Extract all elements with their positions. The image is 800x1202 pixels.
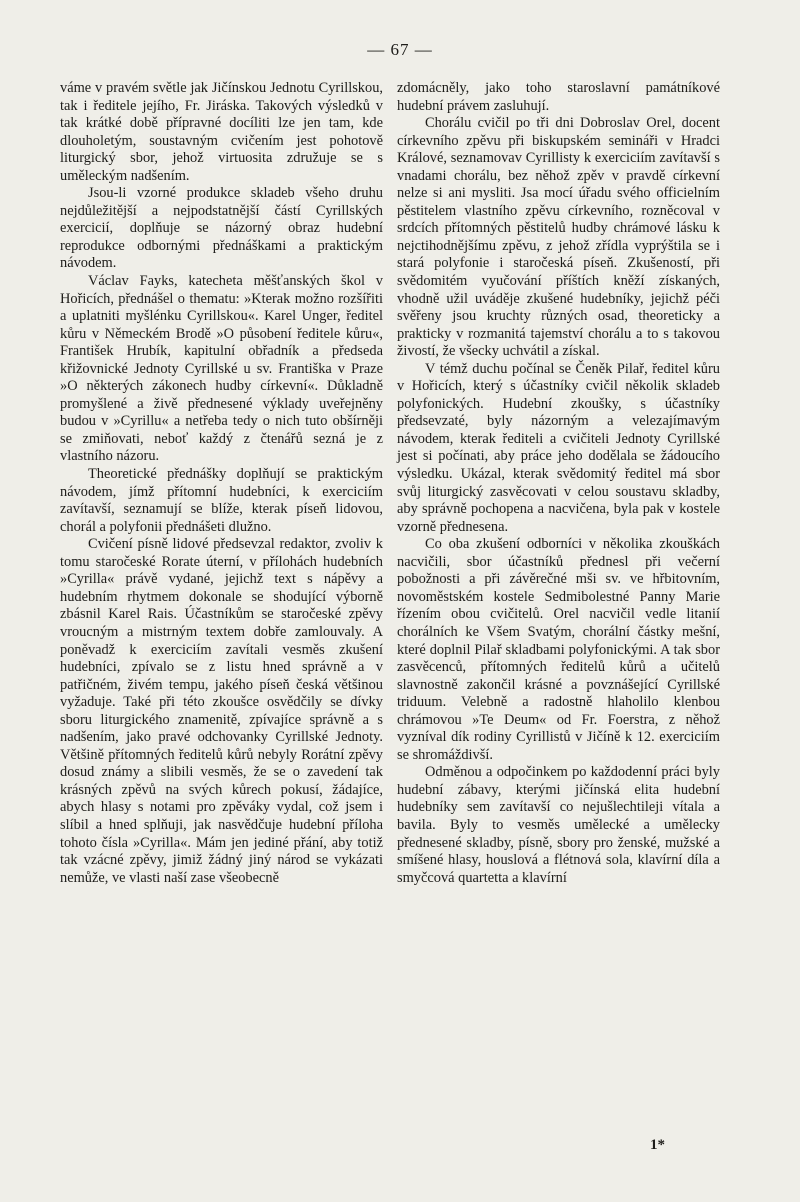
paragraph: Theoretické přednášky doplňují se praktickým návodem, jímž přítomní hudebníci, k exerciciím zavítavší, seznamují se blíže, kterak píseň lidovou, chorál a polyfonii přednášeti dlužno. (60, 466, 383, 535)
left-column (60, 80, 383, 887)
paragraph: váme v pravém světle jak Jičínskou Jednotu Cyrillskou, tak i ředitele jejího, Fr. Jiráska. Takových výsledků v tak krátké době přípravné docíliti lze jen tam, kde dlouholetým, soustavným cvičením jest pohotově liturgický sbor, jehož virtuosita združuje se s uměleckým nadšením. (60, 80, 383, 184)
paragraph: Václav Fayks, katecheta měšťanských škol v Hořicích, přednášel o thematu: »Kterak možno rozšířiti a uplatniti myšlénku Cyrillskou«. Karel Unger, ředitel kůru v Německém Brodě »O působení ředitele kůru«, František Hrubík, kapitulní obřadník a předseda křižovnické Jednoty Cyrillské u sv. Františka v Praze »O některých zákonech hudby církevní«. Důkladně promyšlené a živě přednesené výklady uveřejněny budou v »Cyrillu« a netřeba tedy o nich tuto obšírněji se zmiňovati, neboť každý z čtenářů sezná je z vlastního názoru. (60, 273, 383, 465)
paragraph: Cvičení písně lidové předsevzal redaktor, zvoliv k tomu staročeské Rorate úterní, v přílohách hudebních »Cyrilla« právě vydané, jejichž text s nápěvy a hudebním rhytmem dokonale se shodující výborně zbásnil Karel Rais. Účastníkům se staročeské zpěvy vroucným a mistrným textem dobře zamlouvaly. A poněvadž k exerciciím zavítali vesměs zkušení hudebníci, zpívalo se z listu hned správně a v patřičném, živém tempu, jakého píseň česká většinou vyžaduje. Také při této zkoušce osvědčily se dívky sboru liturgického znamenitě, zpívajíce správně a s nadšením, jako pravé odchovanky Cyrillské Jednoty. Většině přítomných ředitelů kůrů nebyly Rorátní zpěvy dosud známy a slibili vesměs, že se o zavedení tak krásných zpěvů na svých kůrech pokusí, žádajíce, abych hlasy s notami pro zpěváky vydal, což jsem i slíbil a hned splňuji, jak nasvědčuje hudební příloha tohoto čísla »Cyrilla«. Mám jen jediné přání, aby totiž tak vzácné zpěvy, jimiž žádný jiný národ se vykázati nemůže, ve vlasti naší zase všeobecně (60, 536, 383, 886)
page-number: — 67 — (367, 40, 433, 59)
paragraph: Chorálu cvičil po tři dni Dobroslav Orel, docent církevního zpěvu při biskupském semináři v Hradci Králové, seznamovav Cyrillisty k exerciciím zavítavší s vnadami chorálu, bez něhož zpěv v pravdě církevní nelze si ani mysliti. Jsa mocí úřadu svého officielním pěstitelem vlastního zpěvu církevního, rozněcoval v srdcích přítomných pěstitelů hudby chrámové lásku k nejctihodnějšímu zpěvu, z jehož zřídla vyprýštila se i stará polyfonie i staročeská píseň. Zkušeností, při svědomitém vyučování příštích kněží získaných, vhodně užil uváděje zkušené hudebníky, jejichž péči svěřeny jsou kruchty různých osad, theoreticky a prakticky v rozmanitá tajemství chorálu a to s takovou živostí, že všecky uchvátil a získal. (397, 115, 720, 360)
paragraph: Co oba zkušení odborníci v několika zkouškách nacvičili, sbor účastníků přednesl při večerní pobožnosti a při závěrečné mši sv. ve hřbitovním, novoměstském kostele Sedmibolestné Panny Marie řízením obou cvičitelů. Orel nacvičil vedle litanií chorálních ke Všem Svatým, chorální částky mešní, které doplnil Pilař skladbami polyfonickými. A tak sbor zasvěcenců, přítomných ředitelů kůrů a učitelů slavnostně zakončil krásné a povznášející Cyrillské triduum. Velebně a radostně hlaholilo klenbou chrámovou »Te Deum« od Fr. Foerstra, z něhož vyzníval dík rodiny Cyrillistů v Jičíně k 12. exerciciím se shromáždivší. (397, 536, 720, 763)
paragraph: Odměnou a odpočinkem po každodenní práci byly hudební zábavy, kterými jičínská elita hudební hudebníky sem zavítavší co nejušlechtileji vítala a bavila. Byly to vesměs umělecké a umělecky přednesené skladby, písně, sbory pro ženské, mužské a smíšené hlasy, houslová a flétnová sola, klavírní díla a smyčcová quartetta a klavírní (397, 764, 720, 886)
right-column (397, 80, 720, 887)
paragraph: Jsou-li vzorné produkce skladeb všeho druhu nejdůležitější a nejpodstatnější částí Cyrillských exercicií, doplňuje se názorný obraz hudební reprodukce odbornými přednáškami a praktickým návodem. (60, 185, 383, 272)
paragraph: zdomácněly, jako toho staroslavní památníkové hudební právem zasluhují. (397, 80, 720, 114)
signature-mark: 1* (650, 1137, 665, 1153)
paragraph: V témž duchu počínal se Čeněk Pilař, ředitel kůru v Hořicích, který s účastníky cvičil několik skladeb polyfonických. Hudební zkoušky, s účastníky předsevzaté, byly názorným a velezajímavým návodem, kterak řediteli a cvičiteli Jednoty Cyrillské jest si počínati, aby práce jeho dodělala se žádoucího výsledku. Ukázal, kterak svědomitý ředitel má sbor svůj liturgický zasvěcovati v celou soustavu skladby, aby správně pochopena a nacvičena, byla pak v kostele vzorně přednesena. (397, 360, 720, 535)
